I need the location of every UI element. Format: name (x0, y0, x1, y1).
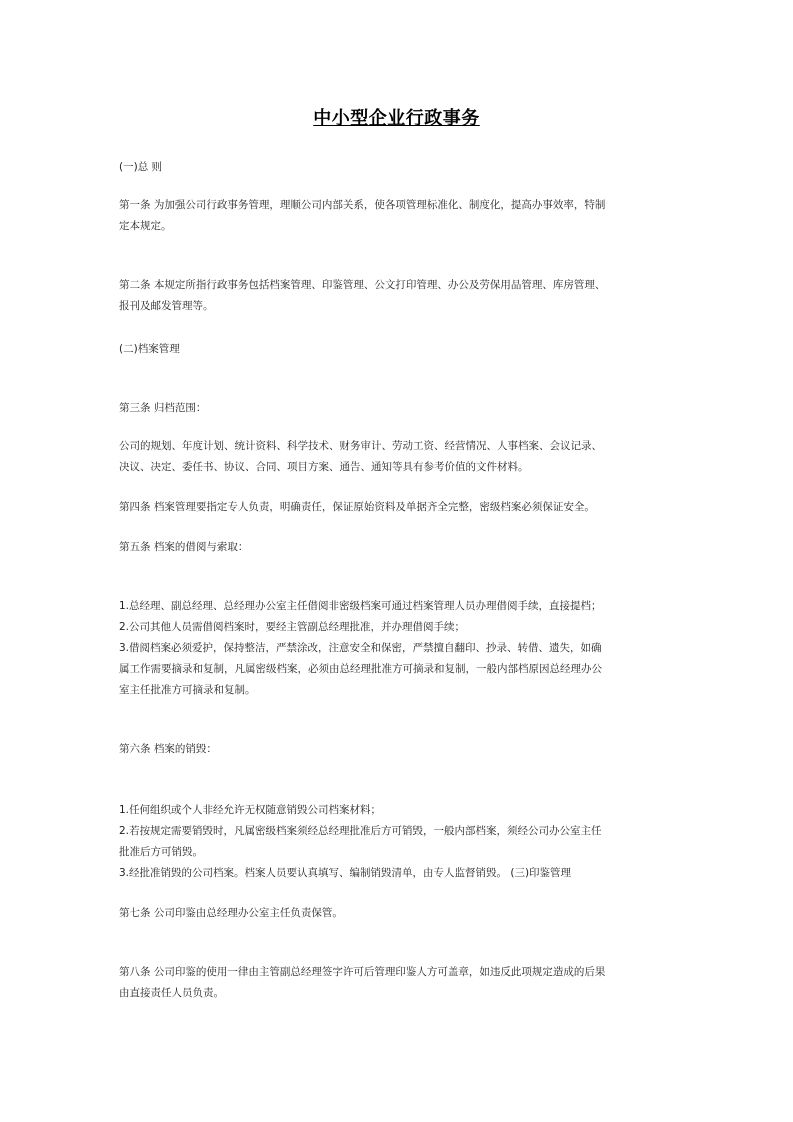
article-8-line-2: 由直接责任人员负责。 (119, 987, 224, 999)
borrow-rule-3-line-3: 室主任批准方可摘录和复制。 (119, 684, 256, 696)
destroy-rules (119, 800, 676, 884)
article-6 (119, 739, 676, 760)
borrow-rule-3-line-1: 3.借阅档案必须爱护，保持整洁，严禁涂改，注意安全和保密，严禁擅自翻印、抄录、转借、遗失，如确 (119, 642, 602, 654)
article-7-text: 第七条 公司印鉴由总经理办公室主任负责保管。 (119, 907, 343, 919)
article-3 (119, 398, 676, 419)
heading-text: (一)总 则 (119, 161, 163, 173)
article-5-text: 第五条 档案的借阅与索取： (119, 541, 249, 553)
article-7 (119, 903, 676, 924)
article-4 (119, 497, 676, 518)
destroy-rule-2-line-2: 批准后方可销毁。 (119, 846, 203, 858)
destroy-rule-3: 3.经批准销毁的公司档案。档案人员要认真填写、编制销毁清单，由专人监督销毁。 (三)印鉴管理 (119, 867, 572, 879)
borrow-rule-2: 2.公司其他人员需借阅档案时，要经主管副总经理批准，并办理借阅手续； (119, 621, 466, 633)
article-6-text: 第六条 档案的销毁： (119, 743, 217, 755)
destroy-rule-2-line-1: 2.若按规定需要销毁时，凡属密级档案须经总经理批准后方可销毁，一般内部档案，须经公司办公室主任 (119, 825, 602, 837)
archive-heading (119, 339, 676, 360)
article-4-text: 第四条 档案管理要指定专人负责，明确责任，保证原始资料及单据齐全完整，密级档案必须保证安全。 (119, 501, 595, 513)
heading-text: (二)档案管理 (119, 343, 180, 355)
article-2 (119, 275, 676, 317)
article-8 (119, 962, 676, 1004)
archive-scope (119, 436, 676, 478)
article-3-text: 第三条 归档范围： (119, 402, 207, 414)
general-heading (119, 157, 676, 178)
article-1 (119, 195, 676, 237)
article-2-line-2: 报刊及邮发管理等。 (119, 300, 214, 312)
destroy-rule-1: 1.任何组织或个人非经允许无权随意销毁公司档案材料； (119, 804, 382, 816)
article-2-line-1: 第二条 本规定所指行政事务包括档案管理、印鉴管理、公文打印管理、办公及劳保用品管理、库房管理、 (119, 279, 606, 291)
scope-line-2: 决议、决定、委任书、协议、合同、项目方案、通告、通知等具有参考价值的文件材料。 (119, 461, 529, 473)
borrow-rule-3-line-2: 属工作需要摘录和复制，凡属密级档案，必须由总经理批准方可摘录和复制，一般内部档原因总经理办公 (119, 663, 602, 675)
article-8-line-1: 第八条 公司印鉴的使用一律由主管副总经理签字许可后管理印鉴人方可盖章，如违反此项规定造成的后果 (119, 966, 606, 978)
scope-line-1: 公司的规划、年度计划、统计资料、科学技术、财务审计、劳动工资、经营情况、人事档案、会议记录、 (119, 440, 602, 452)
article-5 (119, 537, 676, 558)
article-1-line-1: 第一条 为加强公司行政事务管理，理顺公司内部关系，使各项管理标准化、制度化，提高办事效率，特制 (119, 199, 606, 211)
borrow-rules (119, 596, 676, 701)
article-1-line-2: 定本规定。 (119, 220, 172, 232)
borrow-rule-1: 1.总经理、副总经理、总经理办公室主任借阅非密级档案可通过档案管理人员办理借阅手续，直接提档； (119, 600, 602, 612)
document-title: 中小型企业行政事务 (313, 108, 480, 129)
